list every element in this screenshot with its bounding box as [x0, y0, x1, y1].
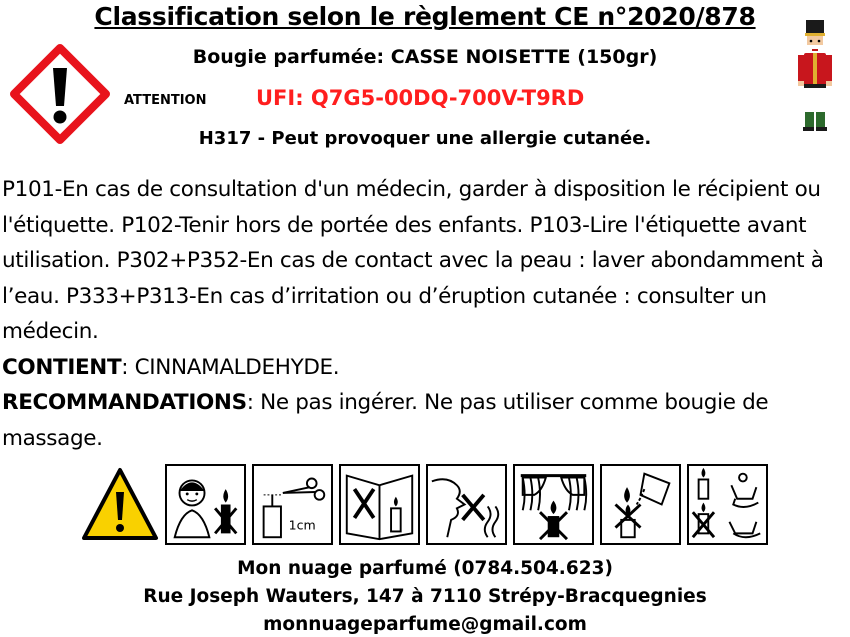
contains-label: CONTIENT [2, 354, 122, 380]
company-address: Rue Joseph Wauters, 147 à 7110 Strépy-Bracquegnies [143, 586, 707, 607]
safety-pictograms [81, 464, 768, 545]
company-name: Mon nuage parfumé (0784.504.623) [237, 558, 613, 579]
contains-line [2, 350, 842, 386]
do-not-leave-unattended-icon [339, 464, 420, 545]
keep-away-from-curtains-icon [513, 464, 594, 545]
trim-length-label: 1cm [288, 517, 316, 533]
recommendations-label: RECOMMANDATIONS [2, 390, 247, 415]
page-title: Classification selon le règlement CE n°2020/878 [94, 2, 756, 31]
trim-wick-1cm-icon [252, 464, 333, 545]
recommendations-line [2, 385, 842, 456]
ufi-code: UFI: Q7G5-00DQ-700V-T9RD [256, 86, 585, 110]
contains-value: : CINNAMALDEHYDE. [121, 354, 340, 380]
signal-word: ATTENTION [124, 93, 207, 108]
precautionary-statements [2, 172, 842, 456]
warning-triangle-icon [81, 466, 159, 544]
extinguish-do-not-use-water-icon [600, 464, 681, 545]
keep-away-from-children-icon [165, 464, 246, 545]
precautions-paragraph: P101-En cas de consultation d'un médecin, garder à disposition le récipient ou l'étiquette. P102-Tenir hors de portée des enfants. P103-Lire l'étiquette avant utilisation. P302+P352-En cas de contact avec la peau : laver abondamment à l’eau. P333+P313-En cas d’irritation ou d’éruption cutanée : consulter un médecin. [2, 177, 824, 344]
nutcracker-soldier-icon [795, 18, 835, 132]
do-not-place-near-moving-objects-icon [687, 464, 768, 545]
avoid-smoke-inhalation-icon [426, 464, 507, 545]
product-name: Bougie parfumée: CASSE NOISETTE (150gr) [192, 46, 658, 68]
recommendations-value: : Ne pas ingérer. Ne pas utiliser comme bougie de massage. [2, 390, 769, 451]
company-email: monnuageparfume@gmail.com [263, 614, 587, 635]
hazard-statement: H317 - Peut provoquer une allergie cutanée. [198, 128, 652, 149]
